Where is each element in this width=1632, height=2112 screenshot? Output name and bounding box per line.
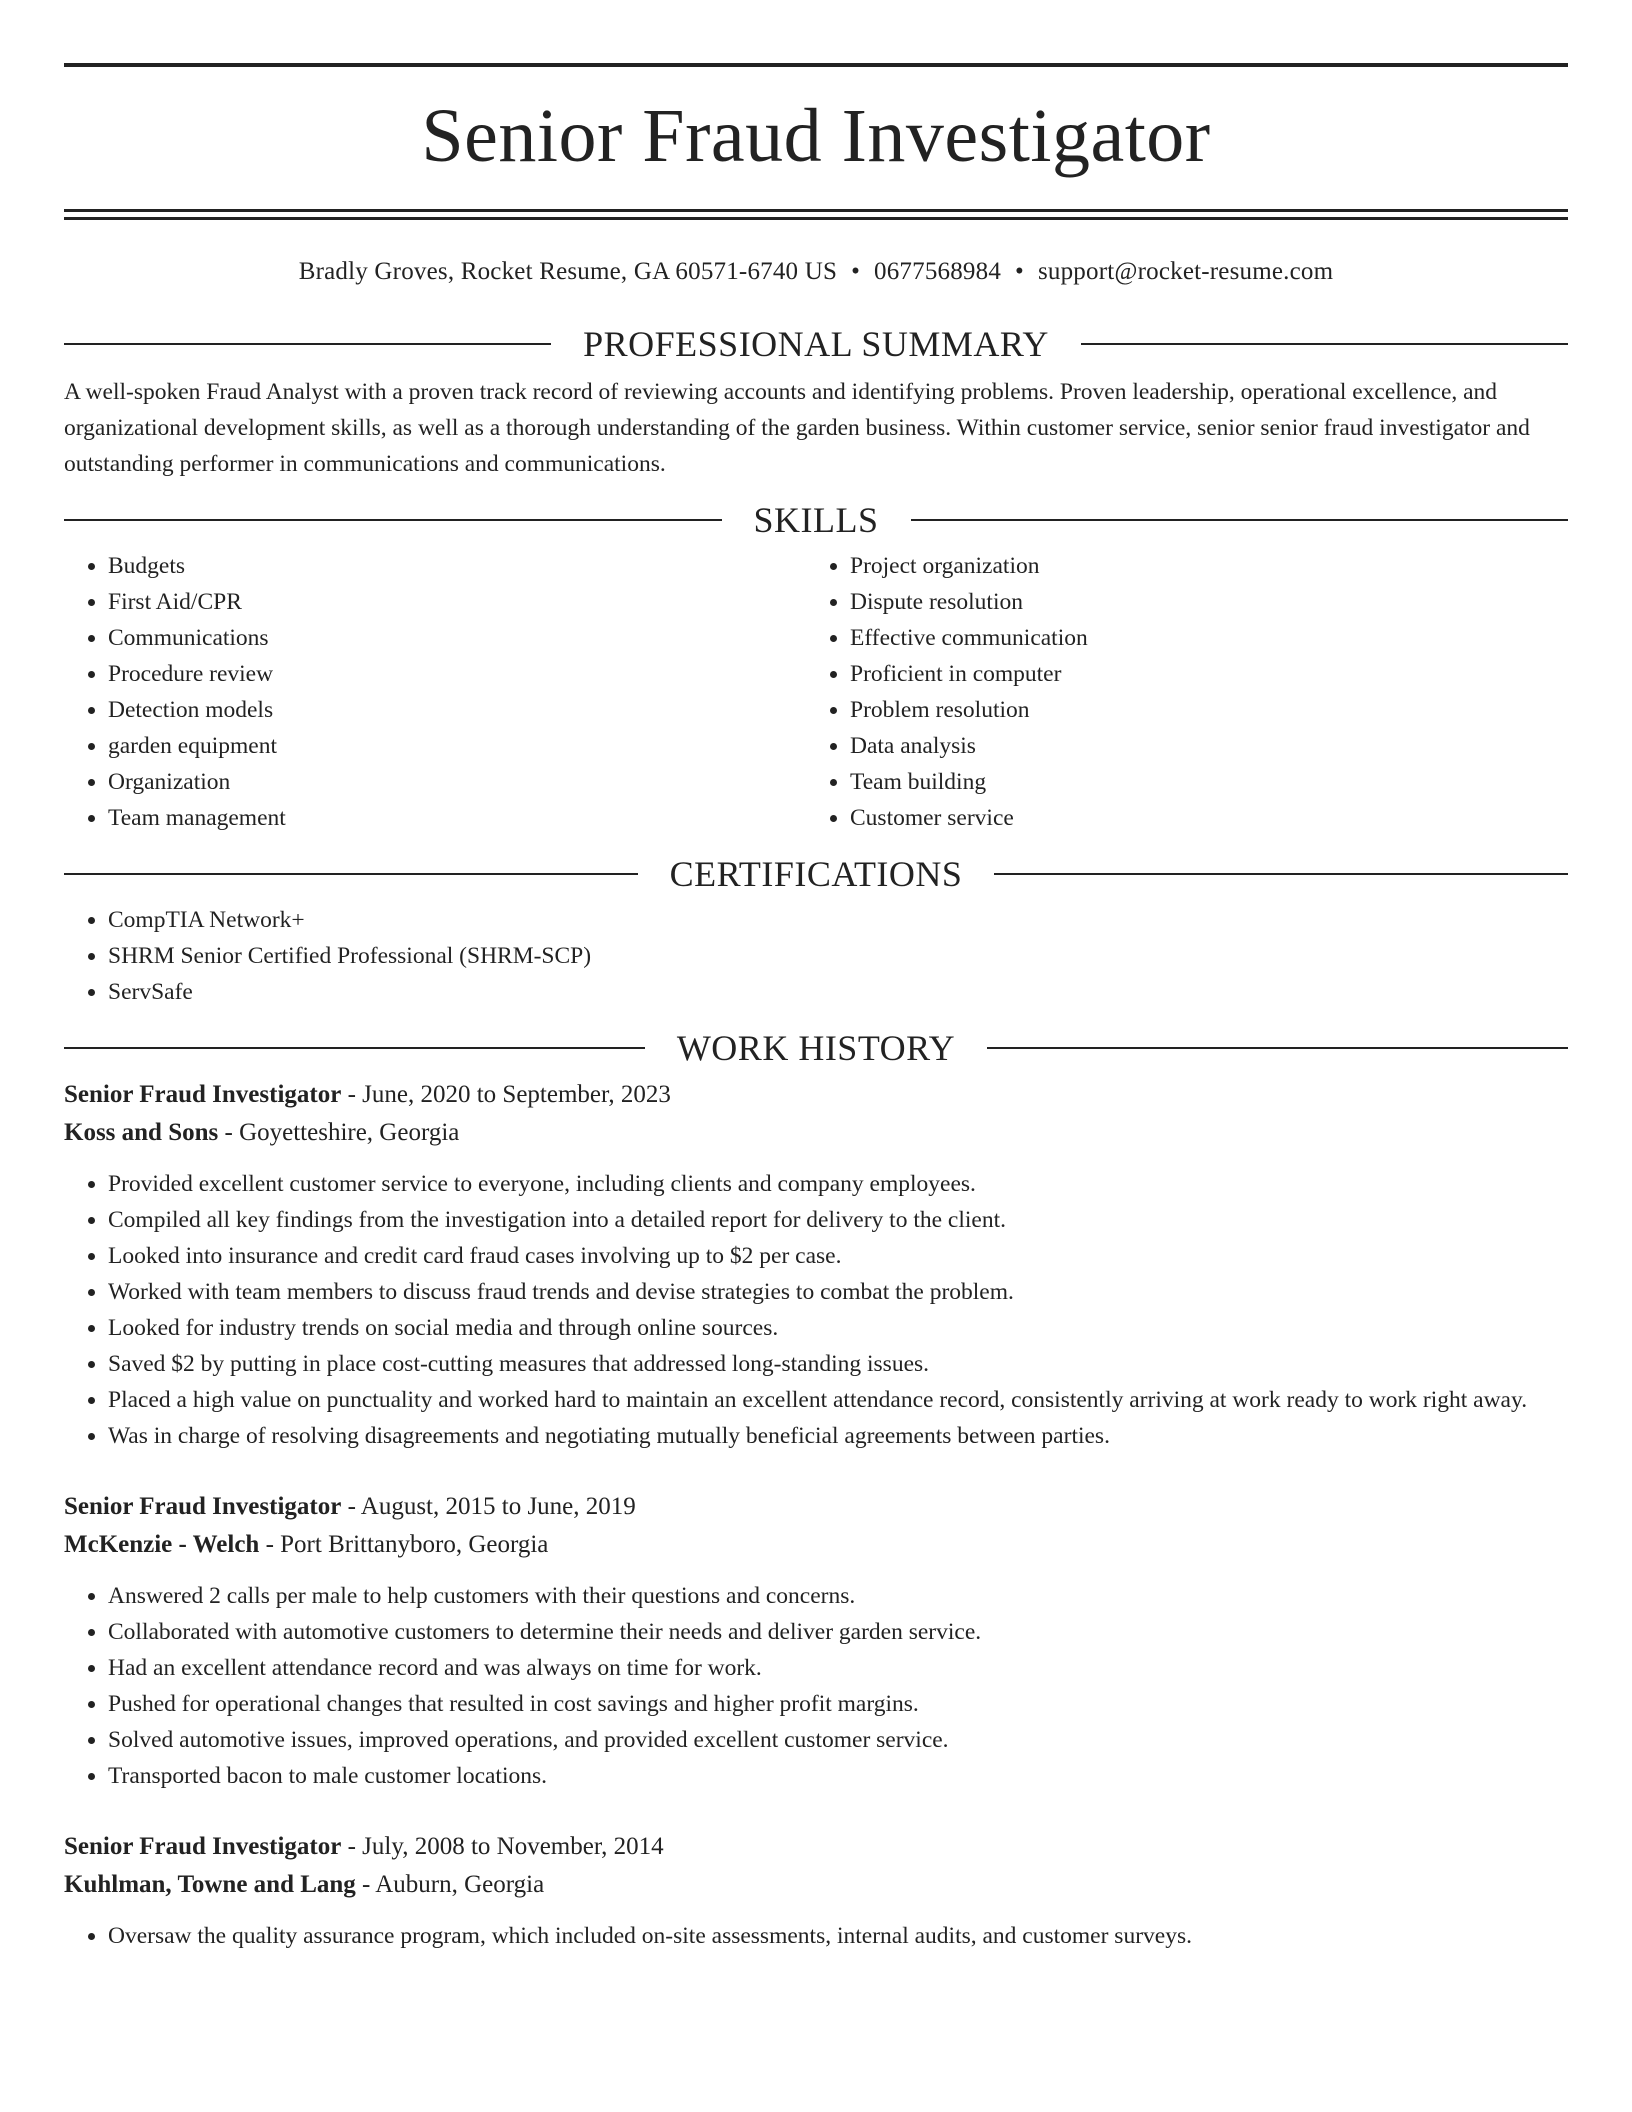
contact-phone: 0677568984 <box>874 258 1002 285</box>
skill-item: • Procedure review <box>108 656 806 692</box>
job-title: Senior Fraud Investigator <box>64 1833 342 1860</box>
certification-item: • ServSafe <box>108 974 1568 1010</box>
contact-line <box>64 255 1568 289</box>
job-entry <box>64 1076 1568 1454</box>
skills-heading <box>64 500 1568 540</box>
contact-separator: • <box>1015 258 1024 285</box>
job-bullet: • Collaborated with automotive customers to determine their needs and deliver garden service. <box>108 1614 1568 1650</box>
job-bullet: • Looked into insurance and credit card fraud cases involving up to $2 per case. <box>108 1238 1568 1274</box>
work-history-heading <box>64 1028 1568 1068</box>
skills-heading-label: SKILLS <box>753 500 879 540</box>
job-company-line <box>64 1866 1568 1904</box>
job-bullet: • Had an excellent attendance record and was always on time for work. <box>108 1650 1568 1686</box>
job-title: Senior Fraud Investigator <box>64 1493 342 1520</box>
job-title-line <box>64 1488 1568 1526</box>
heading-rule <box>911 519 1569 521</box>
certifications-heading <box>64 854 1568 894</box>
skill-item: • Problem resolution <box>850 692 1548 728</box>
skill-item: • Communications <box>108 620 806 656</box>
heading-rule <box>994 873 1568 875</box>
job-company: McKenzie - Welch <box>64 1531 260 1558</box>
page-title: Senior Fraud Investigator <box>421 94 1211 178</box>
job-bullet: • Placed a high value on punctuality and worked hard to maintain an excellent attendance record, consistently arriving at work ready to work right away. <box>108 1382 1568 1418</box>
contact-email: support@rocket-resume.com <box>1037 258 1334 285</box>
heading-rule <box>64 519 722 521</box>
job-company: Kuhlman, Towne and Lang <box>64 1871 356 1898</box>
job-location: - Port Brittanyboro, Georgia <box>259 1531 549 1558</box>
skill-item: • Dispute resolution <box>850 584 1548 620</box>
job-company-line <box>64 1114 1568 1152</box>
job-title-line <box>64 1076 1568 1114</box>
heading-rule <box>987 1047 1568 1049</box>
skill-item: • Data analysis <box>850 728 1548 764</box>
heading-rule <box>64 873 638 875</box>
job-bullet: • Pushed for operational changes that resulted in cost savings and higher profit margins. <box>108 1686 1568 1722</box>
skill-item: • Detection models <box>108 692 806 728</box>
resume-page <box>64 0 1568 1954</box>
skill-item: • First Aid/CPR <box>108 584 806 620</box>
job-location: - Goyetteshire, Georgia <box>218 1119 460 1146</box>
job-bullets <box>64 1918 1568 1954</box>
skill-item: • Effective communication <box>850 620 1548 656</box>
job-bullet: • Was in charge of resolving disagreements and negotiating mutually beneficial agreements between parties. <box>108 1418 1568 1454</box>
skills-list <box>64 548 1568 836</box>
skill-item: • garden equipment <box>108 728 806 764</box>
job-dates: - June, 2020 to September, 2023 <box>341 1081 671 1108</box>
job-bullet: • Solved automotive issues, improved operations, and provided excellent customer service. <box>108 1722 1568 1758</box>
certification-item: • CompTIA Network+ <box>108 902 1568 938</box>
heading-rule <box>64 343 551 345</box>
job-entry <box>64 1828 1568 1954</box>
job-bullets <box>64 1578 1568 1794</box>
job-bullet: • Provided excellent customer service to everyone, including clients and company employees. <box>108 1166 1568 1202</box>
job-bullet: • Worked with team members to discuss fraud trends and devise strategies to combat the problem. <box>108 1274 1568 1310</box>
summary-heading-label: PROFESSIONAL SUMMARY <box>583 324 1049 364</box>
job-bullet: • Answered 2 calls per male to help customers with their questions and concerns. <box>108 1578 1568 1614</box>
contact-address: Bradly Groves, Rocket Resume, GA 60571-6740 US <box>298 258 838 285</box>
job-title: Senior Fraud Investigator <box>64 1081 342 1108</box>
job-company: Koss and Sons <box>64 1119 219 1146</box>
summary-heading <box>64 324 1568 364</box>
work-history-heading-label: WORK HISTORY <box>676 1028 956 1068</box>
skill-item: • Proficient in computer <box>850 656 1548 692</box>
skill-item: • Budgets <box>108 548 806 584</box>
job-location: - Auburn, Georgia <box>355 1871 545 1898</box>
job-bullet: • Transported bacon to male customer locations. <box>108 1758 1568 1794</box>
skill-item: • Project organization <box>850 548 1548 584</box>
skills-column-right <box>806 548 1548 836</box>
skills-column-left <box>64 548 806 836</box>
skill-item: • Team management <box>108 800 806 836</box>
summary-text: A well-spoken Fraud Analyst with a proven track record of reviewing accounts and identifying problems. Proven leadership, operational excellence, and organizational development skills, as well as a thorough understanding of the garden business. Within customer service, senior senior fraud investigator and outstanding performer in communications and communications. <box>64 379 1530 477</box>
heading-rule <box>1081 343 1568 345</box>
skill-item: • Team building <box>850 764 1548 800</box>
job-bullet: • Compiled all key findings from the investigation into a detailed report for delivery to the client. <box>108 1202 1568 1238</box>
title-double-rule <box>64 209 1568 220</box>
job-bullet: • Saved $2 by putting in place cost-cutting measures that addressed long-standing issues. <box>108 1346 1568 1382</box>
job-dates: - July, 2008 to November, 2014 <box>341 1833 664 1860</box>
skill-item: • Organization <box>108 764 806 800</box>
job-bullet: • Oversaw the quality assurance program, which included on-site assessments, internal audits, and customer surveys. <box>108 1918 1568 1954</box>
job-dates: - August, 2015 to June, 2019 <box>341 1493 636 1520</box>
job-title-line <box>64 1828 1568 1866</box>
job-company-line <box>64 1526 1568 1564</box>
contact-separator: • <box>851 258 861 285</box>
job-bullets <box>64 1166 1568 1454</box>
heading-rule <box>64 1047 645 1049</box>
job-bullet: • Looked for industry trends on social media and through online sources. <box>108 1310 1568 1346</box>
certifications-heading-label: CERTIFICATIONS <box>669 854 963 894</box>
job-entry <box>64 1488 1568 1794</box>
certifications-list <box>64 902 1568 1010</box>
skill-item: • Customer service <box>850 800 1548 836</box>
certification-item: • SHRM Senior Certified Professional (SHRM-SCP) <box>108 938 1568 974</box>
